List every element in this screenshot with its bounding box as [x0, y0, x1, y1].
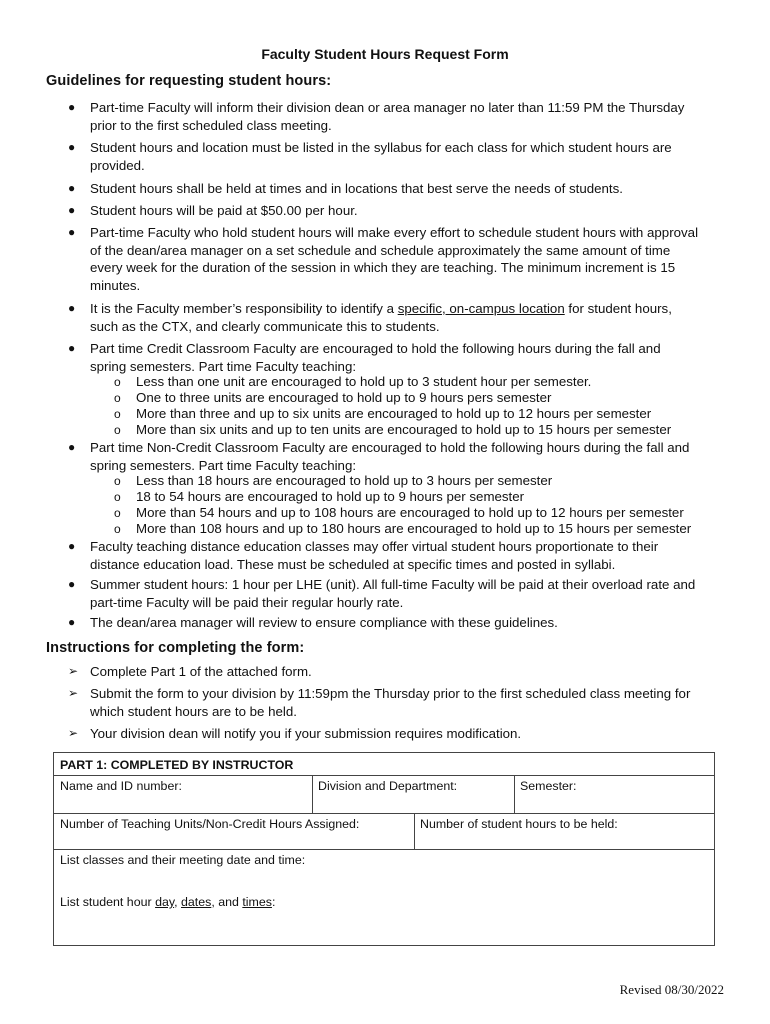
- circle-bullet-icon: o: [114, 490, 121, 504]
- guideline-line: Faculty teaching distance education classes may offer virtual student hours proportionate to their: [90, 539, 659, 554]
- guideline-line: minutes.: [90, 277, 141, 293]
- guideline-item: [68, 340, 730, 375]
- bullet-icon: ●: [68, 181, 76, 195]
- instruction-item: [68, 685, 730, 720]
- student-hour-schedule-field[interactable]: [54, 891, 714, 945]
- instruction-line: Submit the form to your division by 11:59pm the Thursday prior to the first scheduled class meeting for: [90, 686, 691, 701]
- guideline-line: prior to the first scheduled class meeting.: [90, 117, 332, 133]
- field-label-underlined: times: [242, 895, 272, 909]
- guideline-text: for student hours,: [564, 301, 672, 316]
- sub-item: [114, 390, 736, 406]
- instruction-item: [68, 725, 730, 743]
- guideline-item: [68, 139, 730, 174]
- bullet-icon: ●: [68, 615, 76, 629]
- guideline-item: [68, 224, 730, 294]
- guideline-item: [68, 439, 730, 474]
- sub-item-text: More than three and up to six units are encouraged to hold up to 12 hours per semester: [136, 406, 652, 421]
- bullet-icon: ●: [68, 225, 76, 239]
- name-id-field[interactable]: Name and ID number:: [60, 779, 182, 793]
- circle-bullet-icon: o: [114, 474, 121, 488]
- guidelines-heading: Guidelines for requesting student hours:: [46, 73, 332, 89]
- guideline-line: [90, 300, 730, 318]
- guideline-item: [68, 614, 730, 632]
- student-hours-field[interactable]: Number of student hours to be held:: [420, 817, 618, 831]
- field-label: , and: [211, 895, 243, 909]
- guideline-item: [68, 538, 730, 573]
- sub-item-text: 18 to 54 hours are encouraged to hold up to 9 hours per semester: [136, 489, 525, 504]
- instruction-line: Complete Part 1 of the attached form.: [90, 664, 312, 679]
- guideline-line: Part time Non-Credit Classroom Faculty are encouraged to hold the following hours during the fall and: [90, 440, 690, 455]
- sub-item: [114, 505, 736, 521]
- guideline-line: provided.: [90, 157, 145, 173]
- division-department-field[interactable]: Division and Department:: [318, 779, 458, 793]
- sub-item-text: More than 108 hours and up to 180 hours are encouraged to hold up to 15 hours per semester: [136, 521, 692, 536]
- guideline-line: spring semesters. Part time Faculty teaching:: [90, 457, 357, 473]
- bullet-icon: ●: [68, 100, 76, 114]
- field-label: :: [271, 895, 276, 909]
- teaching-units-field[interactable]: Number of Teaching Units/Non-Credit Hours Assigned:: [60, 817, 360, 831]
- guideline-item: [68, 300, 730, 335]
- sub-item: [114, 521, 736, 537]
- sub-item: [114, 473, 736, 489]
- revision-date: Revised 08/30/2022: [619, 982, 724, 997]
- circle-bullet-icon: o: [114, 391, 121, 405]
- sub-item: [114, 489, 736, 505]
- sub-item-text: More than 54 hours and up to 108 hours are encouraged to hold up to 12 hours per semester: [136, 505, 684, 520]
- arrow-bullet-icon: ➢: [68, 686, 79, 700]
- guideline-item: [68, 576, 730, 611]
- guideline-line: part-time Faculty will be paid their regular hourly rate.: [90, 594, 404, 610]
- bullet-icon: ●: [68, 440, 76, 454]
- guideline-line: distance education load. These must be scheduled at specific times and posted in syllabi.: [90, 556, 616, 572]
- guideline-line: every week for the duration of the session in which they are teaching. The minimum increment is 15: [90, 260, 676, 276]
- sub-item-text: One to three units are encouraged to hold up to 9 hours pers semester: [136, 390, 552, 405]
- guideline-line: Student hours shall be held at times and in locations that best serve the needs of students.: [90, 181, 623, 196]
- bullet-icon: ●: [68, 301, 76, 315]
- guideline-line: Part-time Faculty will inform their division dean or area manager no later than 11:59 PM the Thursday: [90, 100, 685, 115]
- arrow-bullet-icon: ➢: [68, 664, 79, 678]
- field-label-underlined: dates: [181, 895, 212, 909]
- guideline-underlined-text: specific, on-campus location: [397, 301, 565, 316]
- guideline-line: Part time Credit Classroom Faculty are encouraged to hold the following hours during the fall and: [90, 341, 661, 356]
- circle-bullet-icon: o: [114, 407, 121, 421]
- field-label-underlined: day: [155, 895, 175, 909]
- bullet-icon: ●: [68, 341, 76, 355]
- guideline-item: [68, 202, 730, 220]
- field-label: ,: [174, 895, 182, 909]
- semester-field[interactable]: Semester:: [520, 779, 577, 793]
- sub-item: [114, 422, 736, 438]
- guideline-text: It is the Faculty member’s responsibility to identify a: [90, 301, 398, 316]
- guideline-line: such as the CTX, and clearly communicate this to students.: [90, 318, 440, 334]
- guideline-line: Student hours will be paid at $50.00 per hour.: [90, 203, 358, 218]
- guideline-line: Summer student hours: 1 hour per LHE (unit). All full-time Faculty will be paid at their overload rate and: [90, 577, 696, 592]
- guideline-line: The dean/area manager will review to ensure compliance with these guidelines.: [90, 615, 558, 630]
- circle-bullet-icon: o: [114, 506, 121, 520]
- circle-bullet-icon: o: [114, 423, 121, 437]
- classes-meeting-field[interactable]: List classes and their meeting date and time:: [60, 853, 306, 867]
- guideline-line: spring semesters. Part time Faculty teaching:: [90, 358, 357, 374]
- sub-item: [114, 374, 736, 390]
- arrow-bullet-icon: ➢: [68, 726, 79, 740]
- circle-bullet-icon: o: [114, 375, 121, 389]
- guideline-line: Part-time Faculty who hold student hours will make every effort to schedule student hours with approval: [90, 225, 699, 240]
- circle-bullet-icon: o: [114, 522, 121, 536]
- instruction-line: which student hours are to be held.: [90, 703, 297, 719]
- instruction-item: [68, 663, 730, 681]
- bullet-icon: ●: [68, 203, 76, 217]
- bullet-icon: ●: [68, 577, 76, 591]
- sub-item: [114, 406, 736, 422]
- guideline-item: [68, 180, 730, 198]
- form-title: Faculty Student Hours Request Form: [261, 46, 509, 62]
- guideline-line: Student hours and location must be listed in the syllabus for each class for which student hours are: [90, 140, 672, 155]
- sub-item-text: More than six units and up to ten units are encouraged to hold up to 15 hours per semester: [136, 422, 672, 437]
- instructor-form: [53, 752, 715, 946]
- instruction-line: Your division dean will notify you if your submission requires modification.: [90, 726, 522, 741]
- form-part-title: PART 1: COMPLETED BY INSTRUCTOR: [60, 758, 294, 772]
- sub-item-text: Less than 18 hours are encouraged to hold up to 3 hours per semester: [136, 473, 553, 488]
- bullet-icon: ●: [68, 539, 76, 553]
- field-label: List student hour: [60, 895, 156, 909]
- guideline-line: of the dean/area manager on a set schedule and schedule approximately the same amount of time: [90, 242, 671, 258]
- instructions-heading: Instructions for completing the form:: [46, 640, 305, 656]
- guideline-item: [68, 99, 730, 134]
- bullet-icon: ●: [68, 140, 76, 154]
- sub-item-text: Less than one unit are encouraged to hold up to 3 student hour per semester.: [136, 374, 592, 389]
